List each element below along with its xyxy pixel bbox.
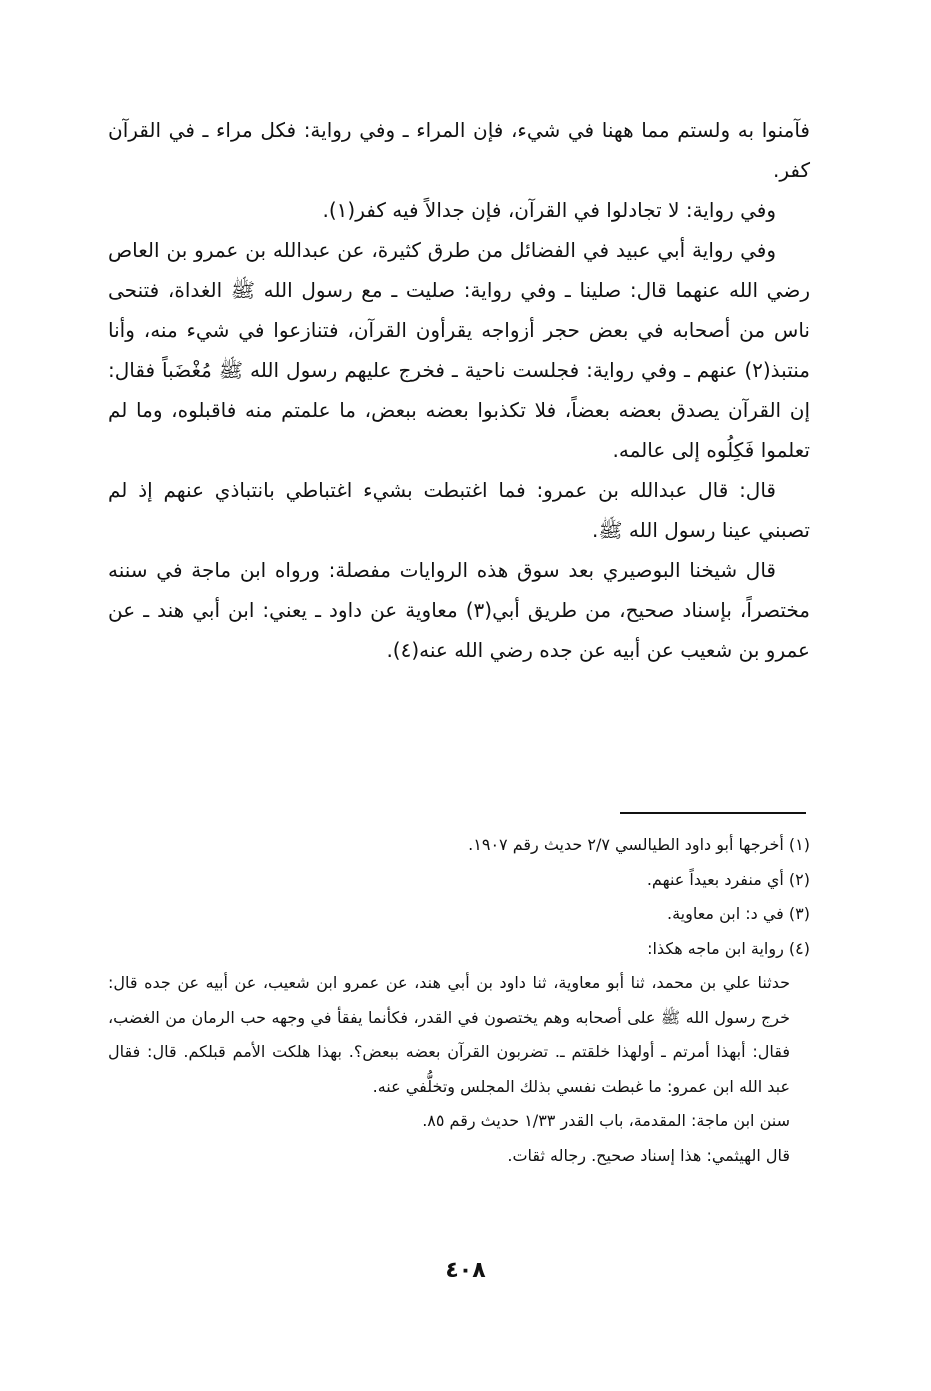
main-text [108, 110, 810, 670]
haythami-grading: قال الهيثمي: هذا إسناد صحيح. رجاله ثقات. [507, 1145, 790, 1165]
footnote-4: (٤) رواية ابن ماجه هكذا: [647, 938, 810, 958]
paragraph-abu-ubaid: وفي رواية أبي عبيد في الفضائل من طرق كثيرة، عن عبدالله بن عمرو بن العاص رضي الله عنهما قال: صلينا ـ وفي رواية: صليت ـ مع رسول الله ﷺ الغداة، فتنحى ناس من أصحابه في بعض حجر أزواجه يقرأون القرآن، فتنازعوا في شيء منه، وأنا منتبذ(٢) عنهم ـ وفي رواية: فجلست ناحية ـ فخرج عليهم رسول الله ﷺ مُغْضَباً فقال: إن القرآن يصدق بعضه بعضاً، فلا تكذبوا بعضه ببعض، ما علمتم منه فاقبلوه، وما لم تعلموا فَكِلُوه إلى عالمه. [108, 238, 810, 462]
footnote-4-quote [108, 966, 810, 1173]
paragraph-riwaya-tajadalu: وفي رواية: لا تجادلوا في القرآن، فإن جدالاً فيه كفر(١). [322, 198, 776, 222]
page-number: ٤٠٨ [445, 1258, 486, 1283]
footnote-2: (٢) أي منفرد بعيداً عنهم. [646, 869, 810, 889]
footnote-separator [620, 812, 806, 814]
ibn-majah-hadith-text: حدثنا علي بن محمد، ثنا أبو معاوية، ثنا داود بن أبي هند، عن عمرو ابن شعيب، عن أبيه عن جده قال: خرج رسول الله ﷺ على أصحابه وهم يختصون في القدر، فكأنما يفقأ في وجهه حب الرمان من الغضب، فقال: أبهذا أمرتم ـ أولهذا خلقتم ـ. تضربون القرآن بعضه ببعض؟. بهذا هلكت الأمم قبلكم. قال: فقال عبد الله ابن عمرو: ما غبطت نفسي بذلك المجلس وتخلُّفي عنه. [108, 973, 790, 1096]
footnotes [108, 828, 810, 1173]
footnote-3: (٣) في د: ابن معاوية. [666, 904, 810, 923]
paragraph-continuation: فآمنوا به ولستم مما ههنا في شيء، فإن المراء ـ وفي رواية: فكل مراء ـ في القرآن كفر. [108, 118, 810, 182]
paragraph-busiri: قال شيخنا البوصيري بعد سوق هذه الروايات مفصلة: ورواه ابن ماجة في سننه مختصراً، بإسناد صحيح، من طريق أبي(٣) معاوية عن داود ـ يعني: ابن أبي هند ـ عن عمرو بن شعيب عن أبيه عن جده رضي الله عنه(٤). [108, 558, 810, 662]
footnote-1: (١) أخرجها أبو داود الطيالسي ٢/٧ حديث رقم ١٩٠٧. [468, 835, 810, 854]
paragraph-abdullah-ibn-amr: قال: قال عبدالله بن عمرو: فما اغتبطت بشيء اغتباطي بانتباذي عنهم إذ لم تصبني عينا رسول الله ﷺ. [108, 478, 810, 542]
ibn-majah-source: سنن ابن ماجة: المقدمة، باب القدر ١/٣٣ حديث رقم ٨٥. [422, 1111, 790, 1130]
